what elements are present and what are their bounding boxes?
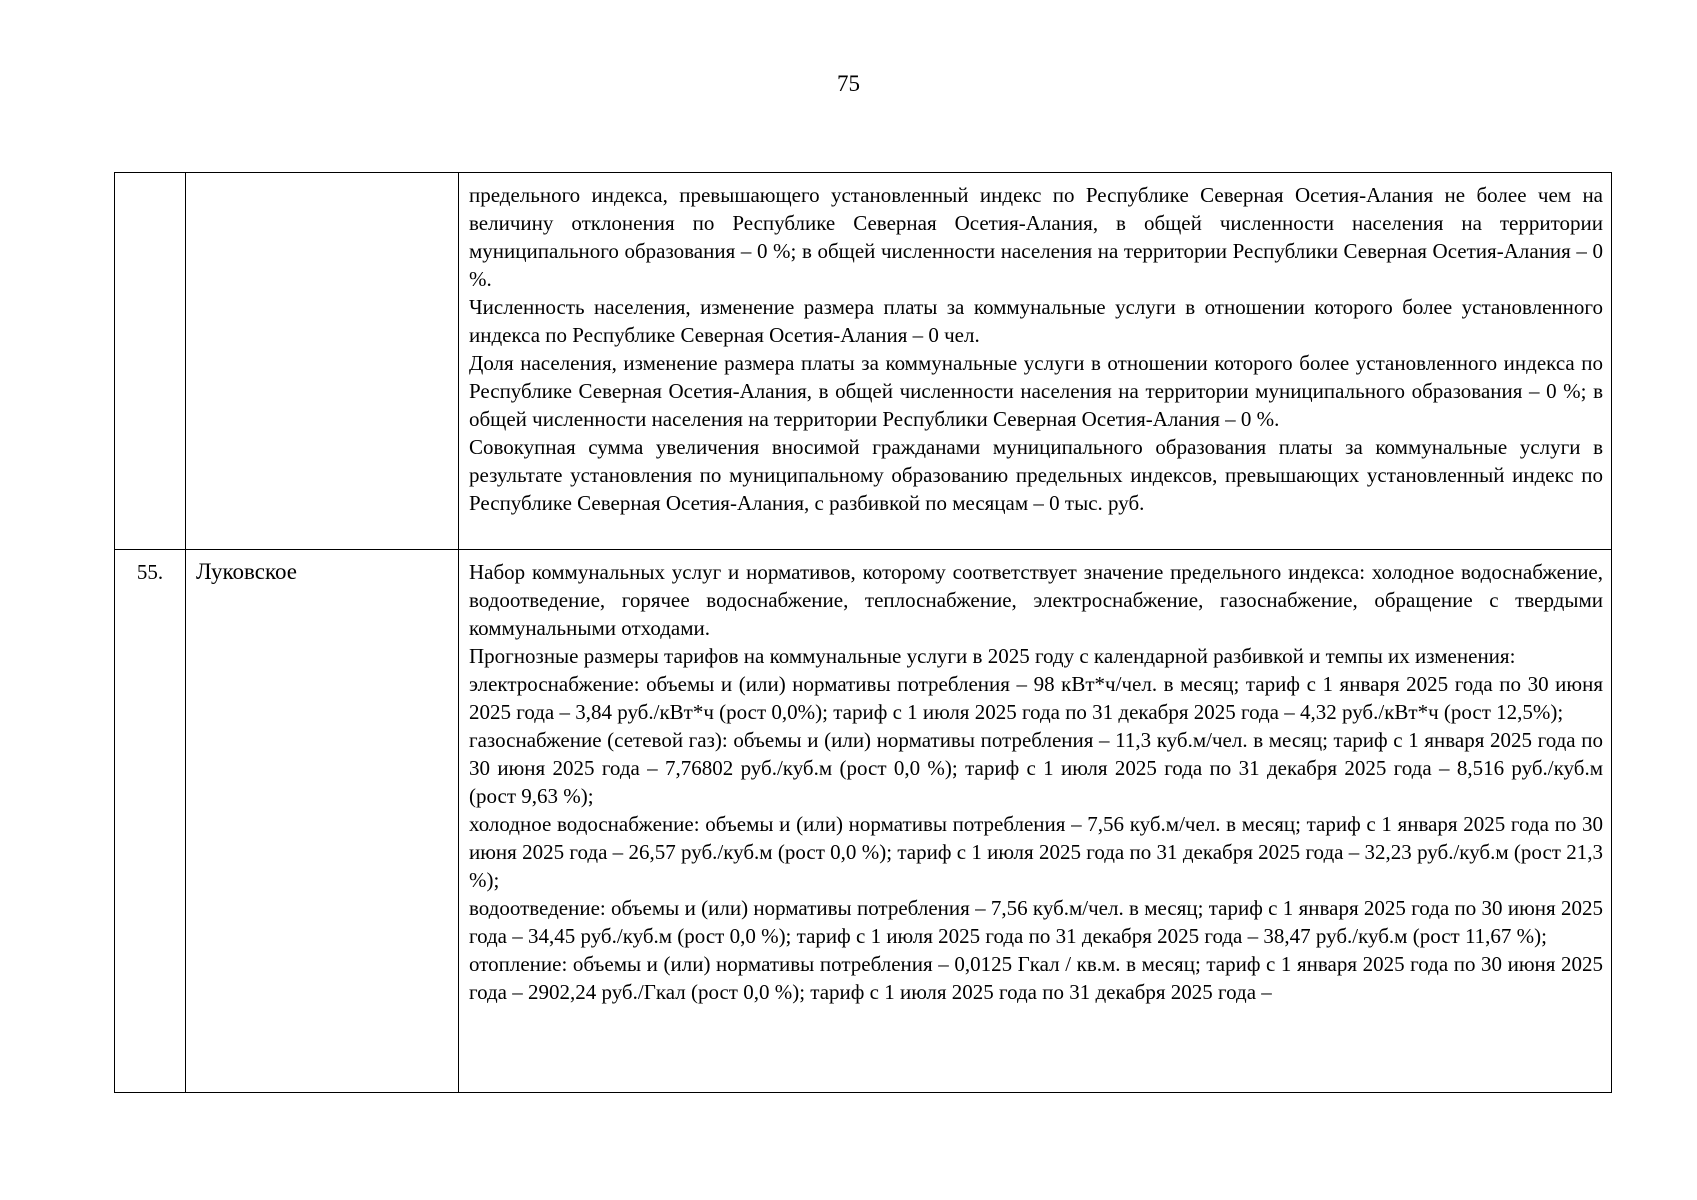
description-paragraph: холодное водоснабжение: объемы и (или) нормативы потребления – 7,56 куб.м/чел. в месяц; тариф с 1 января 2025 года по 30 июня 2025 года – 26,57 руб./куб.м (рост 0,0 %); тариф с 1 июля 2025 года по 31 декабря 2025 года – 32,23 руб./куб.м (рост 21,3 %); — [469, 812, 1603, 892]
description-paragraph: Доля населения, изменение размера платы за коммунальные услуги в отношении которого более установленного индекса по Республике Северная Осетия-Алания, в общей численности населения на территории муниципального образования – 0 %; в общей численности населения на территории Республики Северная Осетия-Алания – 0 %. — [469, 351, 1603, 431]
description-paragraph: электроснабжение: объемы и (или) нормативы потребления – 98 кВт*ч/чел. в месяц; тариф с 1 января 2025 года по 30 июня 2025 года – 3,84 руб./кВт*ч (рост 0,0%); тариф с 1 июля 2025 года по 31 декабря 2025 года – 4,32 руб./кВт*ч (рост 12,5%); — [469, 672, 1603, 724]
description-paragraph: Набор коммунальных услуг и нормативов, которому соответствует значение предельного индекса: холодное водоснабжение, водоотведение, горячее водоснабжение, теплоснабжение, электроснабжение, газоснабжение, обращение с твердыми коммунальными отходами. — [469, 560, 1603, 640]
description-paragraph: газоснабжение (сетевой газ): объемы и (или) нормативы потребления – 11,3 куб.м/чел. в месяц; тариф с 1 января 2025 года по 30 июня 2025 года – 7,76802 руб./куб.м (рост 0,0 %); тариф с 1 июля 2025 года по 31 декабря 2025 года – 8,516 руб./куб.м (рост 9,63 %); — [469, 728, 1603, 808]
description-cell — [459, 550, 1612, 1093]
row-number-cell: 55. — [115, 550, 186, 1093]
description-paragraph: Совокупная сумма увеличения вносимой гражданами муниципального образования платы за коммунальные услуги в результате установления по муниципальному образованию предельных индексов, превышающих установленный индекс по Республике Северная Осетия-Алания, с разбивкой по месяцам – 0 тыс. руб. — [469, 435, 1603, 515]
description-paragraph: Численность населения, изменение размера платы за коммунальные услуги в отношении которого более установленного индекса по Республике Северная Осетия-Алания – 0 чел. — [469, 295, 1603, 347]
municipality-name-cell: Луковское — [186, 550, 459, 1093]
table-row — [115, 550, 1612, 1093]
description-paragraph: водоотведение: объемы и (или) нормативы потребления – 7,56 куб.м/чел. в месяц; тариф с 1 января 2025 года по 30 июня 2025 года – 34,45 руб./куб.м (рост 0,0 %); тариф с 1 июля 2025 года по 31 декабря 2025 года – 38,47 руб./куб.м (рост 11,67 %); — [469, 896, 1603, 948]
municipality-name-cell — [186, 173, 459, 550]
description-paragraph: отопление: объемы и (или) нормативы потребления – 0,0125 Гкал / кв.м. в месяц; тариф с 1 января 2025 года по 30 июня 2025 года – 2902,24 руб./Гкал (рост 0,0 %); тариф с 1 июля 2025 года по 31 декабря 2025 года – — [469, 952, 1603, 1004]
row-number-cell — [115, 173, 186, 550]
description-paragraph: Прогнозные размеры тарифов на коммунальные услуги в 2025 году с календарной разбивкой и темпы их изменения: — [469, 644, 1516, 668]
description-paragraph: предельного индекса, превышающего установленный индекс по Республике Северная Осетия-Алания не более чем на величину отклонения по Республике Северная Осетия-Алания, в общей численности населения на территории муниципального образования – 0 %; в общей численности населения на территории Республики Северная Осетия-Алания – 0 %. — [469, 183, 1603, 291]
page-number: 75 — [837, 71, 860, 96]
description-cell — [459, 173, 1612, 550]
table-row — [115, 173, 1612, 550]
municipality-table — [114, 172, 1612, 1093]
